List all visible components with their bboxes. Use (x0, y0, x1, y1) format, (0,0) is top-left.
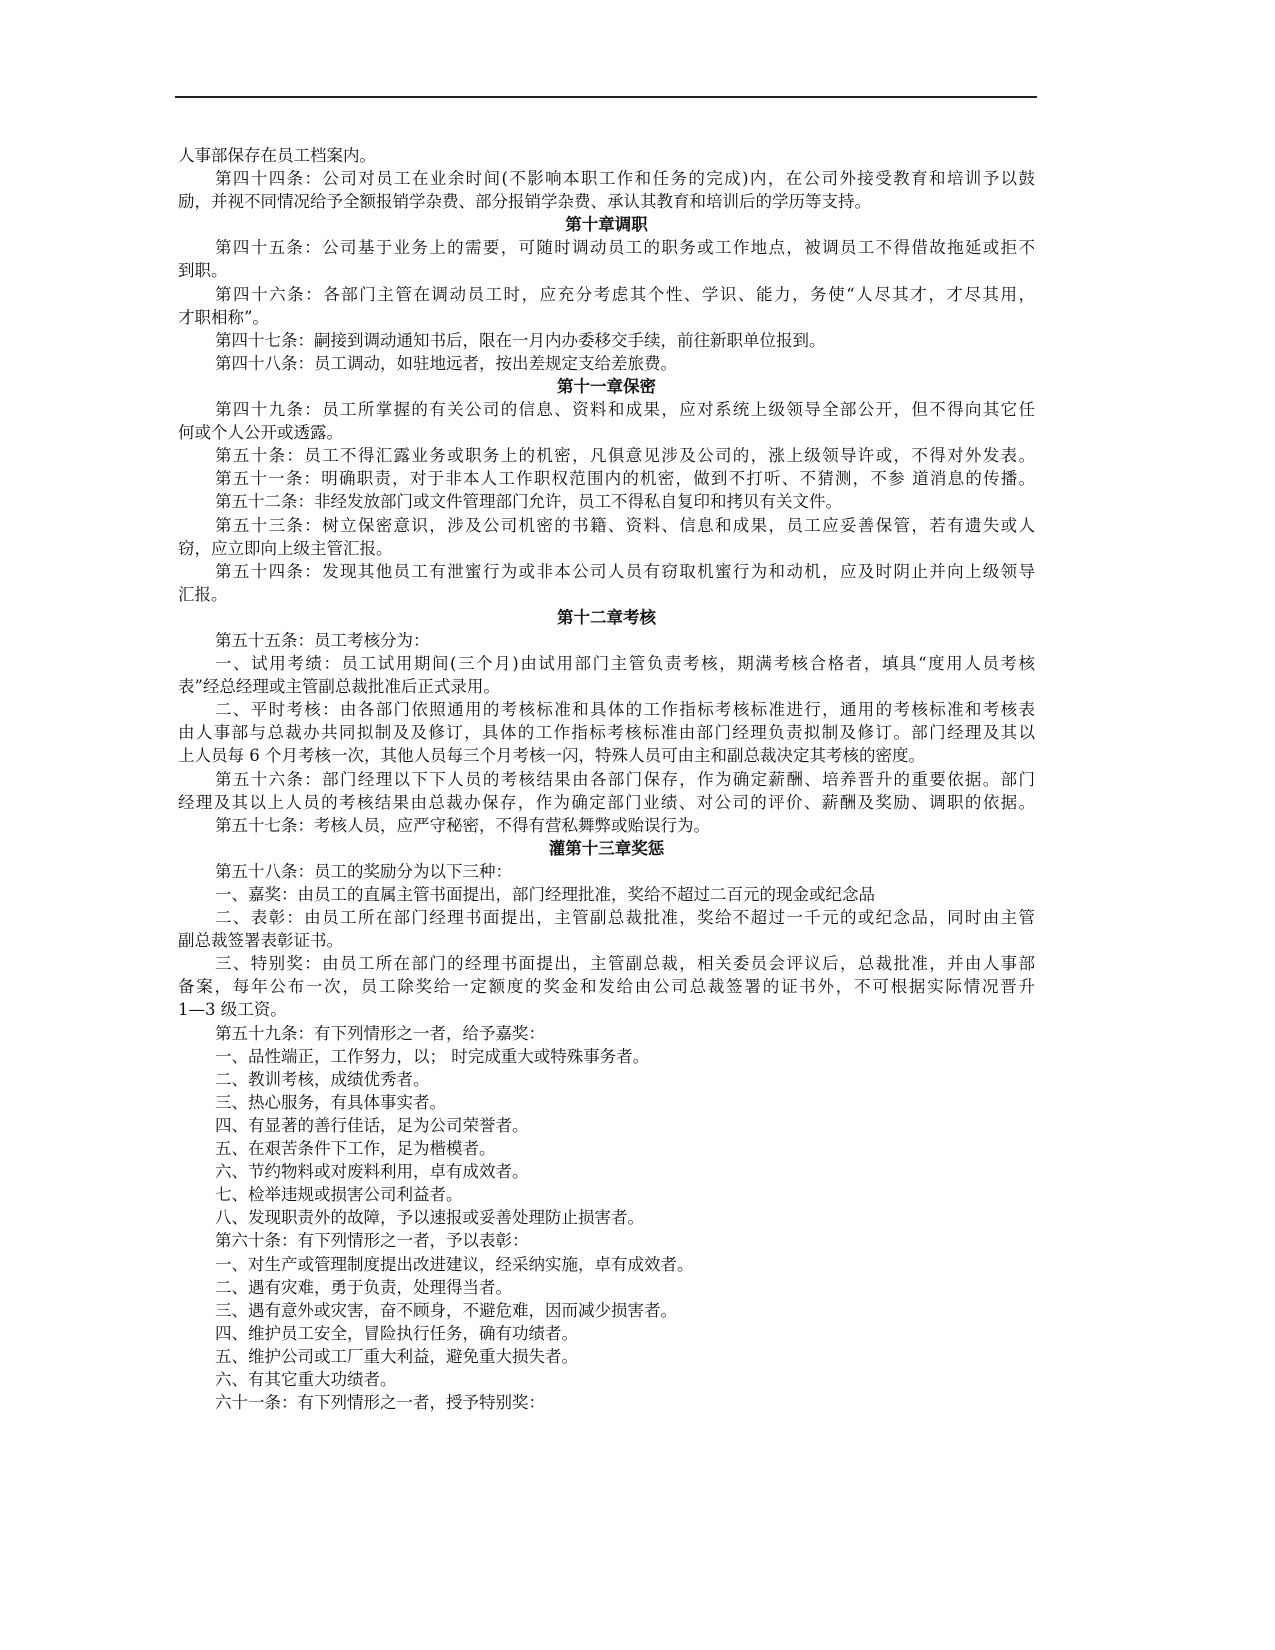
text-line: 六、节约物料或对废料利用，卓有成效者。 (215, 1162, 529, 1182)
header-rule (175, 96, 1037, 98)
text-line: 二、平时考核：由各部门依照通用的考核标准和具体的工作指标考核标准进行，通用的考核标准和考核表 (215, 700, 1035, 720)
text-line: 五、在艰苦条件下工作，足为楷模者。 (215, 1139, 496, 1159)
text-line: 副总裁签署表彰证书。 (178, 931, 343, 951)
text-line: 第五十二条：非经发放部门或文件管理部门允许，员工不得私自复印和拷贝有关文件。 (215, 492, 842, 512)
text-line: 到职。 (178, 261, 228, 281)
text-line: 汇报。 (178, 584, 228, 604)
text-line: 二、遇有灾难，勇于负责，处理得当者。 (215, 1277, 512, 1297)
text-line: 四、维护员工安全，冒险执行任务，确有功绩者。 (215, 1323, 578, 1343)
text-line: 七、检举违规或损害公司利益者。 (215, 1185, 463, 1205)
text-line: 第四十七条：嗣接到调动通知书后，限在一月内办委移交手续，前往新职单位报到。 (215, 330, 826, 350)
text-line: 三、热心服务，有具体事实者。 (215, 1092, 446, 1112)
text-line: 第四十九条：员工所掌握的有关公司的信息、资料和成果，应对系统上级领导全部公开，但不得向其它任 (215, 400, 1035, 420)
chapter-heading: 第十二章考核 (557, 607, 656, 627)
text-line: 何或个人公开或透露。 (178, 423, 343, 443)
text-line: 第五十六条：部门经理以下下人员的考核结果由各部门保存，作为确定薪酬、培养晋升的重要依据。部门 (215, 769, 1035, 789)
text-line: 第五十九条：有下列情形之一者，给予嘉奖： (215, 1023, 545, 1043)
text-line: 第四十四条：公司对员工在业余时间(不影响本职工作和任务的完成)内，在公司外接受教育和培训予以鼓 (215, 169, 1035, 189)
text-line: 人事部保存在员工档案内。 (178, 146, 376, 165)
text-line: 一、试用考绩：员工试用期间(三个月)由试用部门主管负责考核，期满考核合格者，填具“度用人员考核 (215, 654, 1035, 674)
text-line: 才职相称”。 (178, 307, 269, 327)
text-line: 第五十四条：发现其他员工有泄蜜行为或非本公司人员有窃取机蜜行为和动机，应及时阴止并向上级领导 (215, 561, 1035, 581)
text-line: 一、对生产或管理制度提出改进建议，经采纳实施，卓有成效者。 (215, 1254, 694, 1274)
text-line: 第四十六条：各部门主管在调动员工时，应充分考虑其个性、学识、能力，务使“人尽其才，才尽其用， (215, 284, 1035, 304)
document-body (178, 144, 1035, 1414)
text-line: 二、表彰：由员工所在部门经理书面提出，主管副总裁批准，奖给不超过一千元的或纪念品，同时由主管 (215, 908, 1035, 928)
chapter-heading: 第十一章保密 (557, 376, 656, 396)
text-line: 第五十七条：考核人员，应严守秘密，不得有营私舞弊或贻误行为。 (215, 815, 710, 835)
text-line: 第五十一条：明确职责，对于非本人工作职权范围内的机密，做到不打听、不猜测，不参 道消息的传播。 (215, 469, 1035, 489)
text-line: 励，并视不同情况给予全额报销学杂费、部分报销学杂费、承认其教育和培训后的学历等支持。 (178, 192, 871, 212)
text-line: 第五十八条：员工的奖励分为以下三种： (215, 861, 512, 881)
text-line: 经理及其以上人员的考核结果由总裁办保存，作为确定部门业绩、对公司的评价、薪酬及奖励、调职的依据。 (178, 792, 1035, 812)
chapter-heading: 灌第十三章奖惩 (548, 838, 665, 858)
text-line: 第四十八条：员工调动，如驻地远者，按出差规定支给差旅费。 (215, 353, 677, 373)
text-line: 备案，每年公布一次，员工除奖给一定额度的奖金和发给由公司总裁签署的证书外，不可根据实际情况晋升 (178, 977, 1035, 997)
text-line: 五、维护公司或工厂重大利益，避免重大损失者。 (215, 1346, 578, 1366)
text-line: 窃，应立即向上级主管汇报。 (178, 538, 393, 558)
text-line: 第六十条：有下列情形之一者，予以表彰： (215, 1231, 529, 1251)
text-line: 三、遇有意外或灾害，奋不顾身，不避危难，因而减少损害者。 (215, 1300, 677, 1320)
text-line: 由人事部与总裁办共同拟制及及修订，具体的工作指标考核标准由部门经理负责拟制及修订。部门经理及其以 (178, 723, 1035, 743)
text-line: 第五十五条：员工考核分为： (215, 630, 430, 650)
text-line: 第四十五条：公司基于业务上的需要，可随时调动员工的职务或工作地点，被调员工不得借故拖延或拒不 (215, 238, 1035, 258)
text-line: 表”经总经理或主管副总裁批准后正式录用。 (178, 677, 500, 697)
text-line: 上人员每 6 个月考核一次，其他人员每三个月考核一闪，特殊人员可由主和副总裁决定其考核的密度。 (178, 746, 925, 766)
text-line: 第五十条：员工不得汇露业务或职务上的机密，凡俱意见涉及公司的，涨上级领导许或，不得对外发表。 (215, 446, 1035, 466)
text-line: 第五十三条：树立保密意识，涉及公司机密的书籍、资料、信息和成果，员工应妥善保管，若有遗失或人 (215, 515, 1035, 535)
text-line: 四、有显著的善行佳话，足为公司荣誉者。 (215, 1115, 529, 1135)
chapter-heading: 第十章调职 (565, 215, 648, 235)
text-line: 八、发现职责外的故障，予以速报或妥善处理防止损害者。 (215, 1208, 644, 1228)
text-line: 三、特别奖：由员工所在部门的经理书面提出，主管副总裁，相关委员会评议后，总裁批准，并由人事部 (215, 954, 1035, 974)
text-line: 二、教训考核，成绩优秀者。 (215, 1069, 430, 1089)
text-line: 六、有其它重大功绩者。 (215, 1369, 397, 1389)
text-line: 一、品性端正，工作努力，以； 时完成重大或特殊事务者。 (215, 1046, 650, 1066)
text-line: 一、嘉奖：由员工的直属主管书面提出，部门经理批准，奖给不超过二百元的现金或纪念品 (215, 885, 875, 904)
text-line: 1—3 级工资。 (178, 1000, 287, 1020)
text-line: 六十一条：有下列情形之一者，授予特别奖： (215, 1393, 545, 1413)
